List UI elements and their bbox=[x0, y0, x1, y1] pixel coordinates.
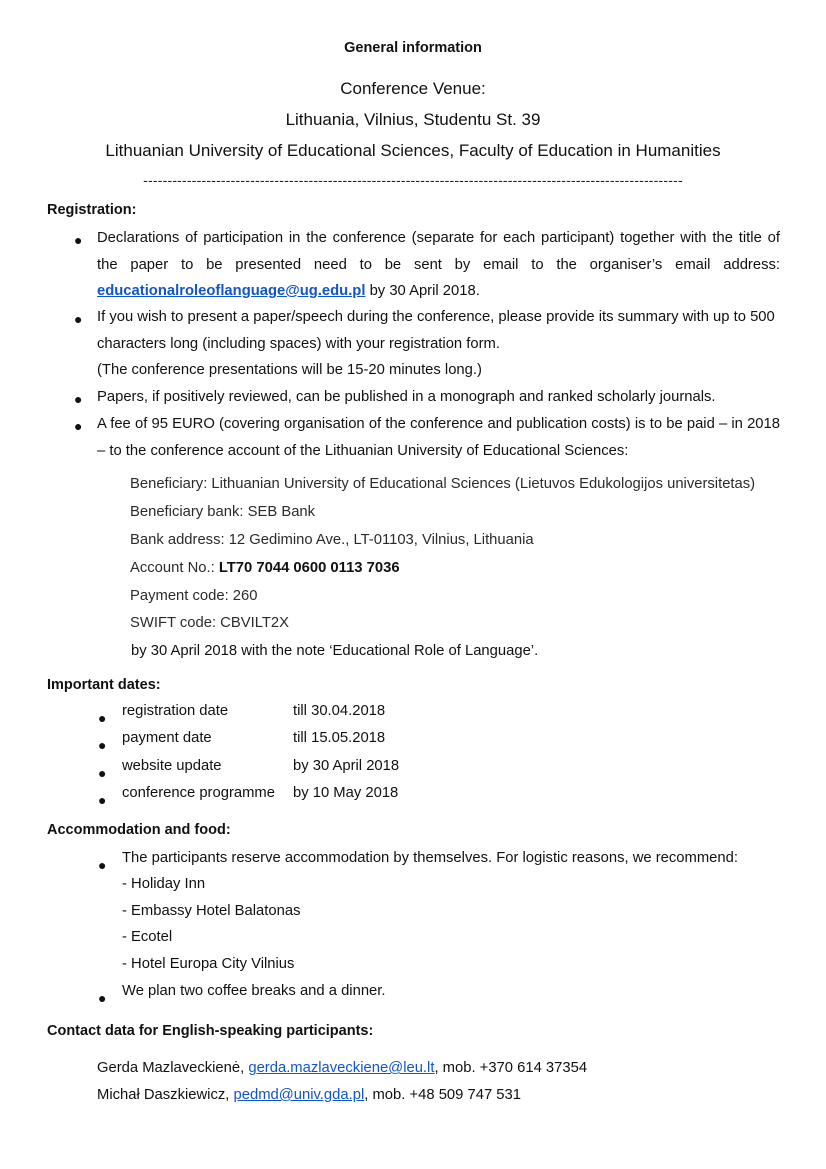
date-label: conference programme bbox=[122, 785, 275, 801]
bank-address-label: Bank address: bbox=[130, 532, 229, 548]
contact-email-link[interactable]: gerda.mazlaveckiene@leu.lt bbox=[248, 1060, 435, 1076]
presentation-length-note: (The conference presentations will be 15-20 minutes long.) bbox=[97, 362, 482, 378]
registration-item-text: Declarations of participation in the conference (separate for each participant) together with the title of the paper to be presented need to be sent by email to the organiser’s email address: bbox=[97, 230, 780, 273]
contact-row bbox=[97, 1060, 587, 1076]
contact-name: Michał Daszkiewicz, bbox=[97, 1087, 234, 1103]
registration-item-fee: A fee of 95 EURO (covering organisation of the conference and publication costs) is to be paid – in 2018 – to the conference account of the Lithuanian University of Educational Sciences: bbox=[97, 416, 780, 459]
registration-item-summary bbox=[97, 304, 780, 384]
registration-heading: Registration: bbox=[47, 202, 137, 218]
bank-address bbox=[130, 532, 534, 548]
venue-address: Lithuania, Vilnius, Studentu St. 39 bbox=[285, 110, 541, 129]
contact-email-link[interactable]: pedmd@univ.gda.pl bbox=[233, 1087, 365, 1103]
registration-item-declarations bbox=[97, 225, 780, 305]
registration-deadline-text: by 30 April 2018. bbox=[365, 283, 480, 299]
bullet-icon: ● bbox=[98, 792, 107, 808]
contact-name: Gerda Mazlaveckienė, bbox=[97, 1060, 249, 1076]
important-dates-heading: Important dates: bbox=[47, 677, 161, 693]
bullet-icon: ● bbox=[98, 990, 107, 1006]
contact-row bbox=[97, 1087, 521, 1103]
divider-line: --------------------------------------------------------------------------------------------------------------- bbox=[143, 172, 683, 188]
date-value: by 30 April 2018 bbox=[293, 758, 400, 774]
bank-beneficiary: Beneficiary: Lithuanian University of Educational Sciences (Lietuvos Edukologijos universitetas) bbox=[130, 476, 756, 492]
accommodation-intro: The participants reserve accommodation by themselves. For logistic reasons, we recommend: bbox=[122, 850, 738, 866]
date-label: website update bbox=[122, 758, 222, 774]
bullet-icon: ● bbox=[98, 737, 107, 753]
hotel-item: - Holiday Inn bbox=[122, 876, 206, 892]
bullet-icon: ● bbox=[74, 418, 83, 434]
meals-note: We plan two coffee breaks and a dinner. bbox=[122, 983, 386, 999]
hotel-item: - Embassy Hotel Balatonas bbox=[122, 903, 301, 919]
venue-institution: Lithuanian University of Educational Sciences, Faculty of Education in Humanities bbox=[105, 141, 721, 160]
bank-address-value: 12 Gedimino Ave., LT-01103, Vilnius, Lithuania bbox=[228, 532, 534, 548]
accommodation-heading: Accommodation and food: bbox=[47, 822, 231, 838]
page-title: General information bbox=[344, 40, 482, 56]
bullet-icon: ● bbox=[74, 232, 83, 248]
venue-label: Conference Venue: bbox=[340, 79, 486, 98]
date-label: payment date bbox=[122, 730, 212, 746]
swift-code: SWIFT code: CBVILT2X bbox=[130, 615, 289, 631]
bank-name: Beneficiary bank: SEB Bank bbox=[130, 504, 316, 520]
contact-phone: , mob. +370 614 37354 bbox=[434, 1060, 588, 1076]
date-value: by 10 May 2018 bbox=[293, 785, 399, 801]
bullet-icon: ● bbox=[74, 391, 83, 407]
account-number-value: LT70 7044 0600 0113 7036 bbox=[218, 560, 400, 576]
account-number-label: Account No.: bbox=[130, 560, 219, 576]
payment-code: Payment code: 260 bbox=[130, 588, 258, 604]
payment-deadline-note: by 30 April 2018 with the note ‘Educational Role of Language’. bbox=[131, 643, 539, 659]
hotel-item: - Ecotel bbox=[122, 929, 173, 945]
bullet-icon: ● bbox=[74, 311, 83, 327]
account-number bbox=[130, 560, 400, 576]
date-label: registration date bbox=[122, 703, 229, 719]
hotel-item: - Hotel Europa City Vilnius bbox=[122, 956, 295, 972]
date-value: till 15.05.2018 bbox=[293, 730, 386, 746]
date-value: till 30.04.2018 bbox=[293, 703, 386, 719]
bullet-icon: ● bbox=[98, 857, 107, 873]
contact-phone: , mob. +48 509 747 531 bbox=[364, 1087, 521, 1103]
contacts-heading: Contact data for English-speaking participants: bbox=[47, 1023, 374, 1039]
registration-item-papers: Papers, if positively reviewed, can be published in a monograph and ranked scholarly journals. bbox=[97, 389, 716, 405]
bullet-icon: ● bbox=[98, 765, 107, 781]
organiser-email-link[interactable]: educationalroleoflanguage@ug.edu.pl bbox=[97, 283, 366, 299]
registration-item-text: If you wish to present a paper/speech during the conference, please provide its summary with up to 500 characters long (including spaces) with your registration form. bbox=[97, 309, 775, 352]
bullet-icon: ● bbox=[98, 710, 107, 726]
